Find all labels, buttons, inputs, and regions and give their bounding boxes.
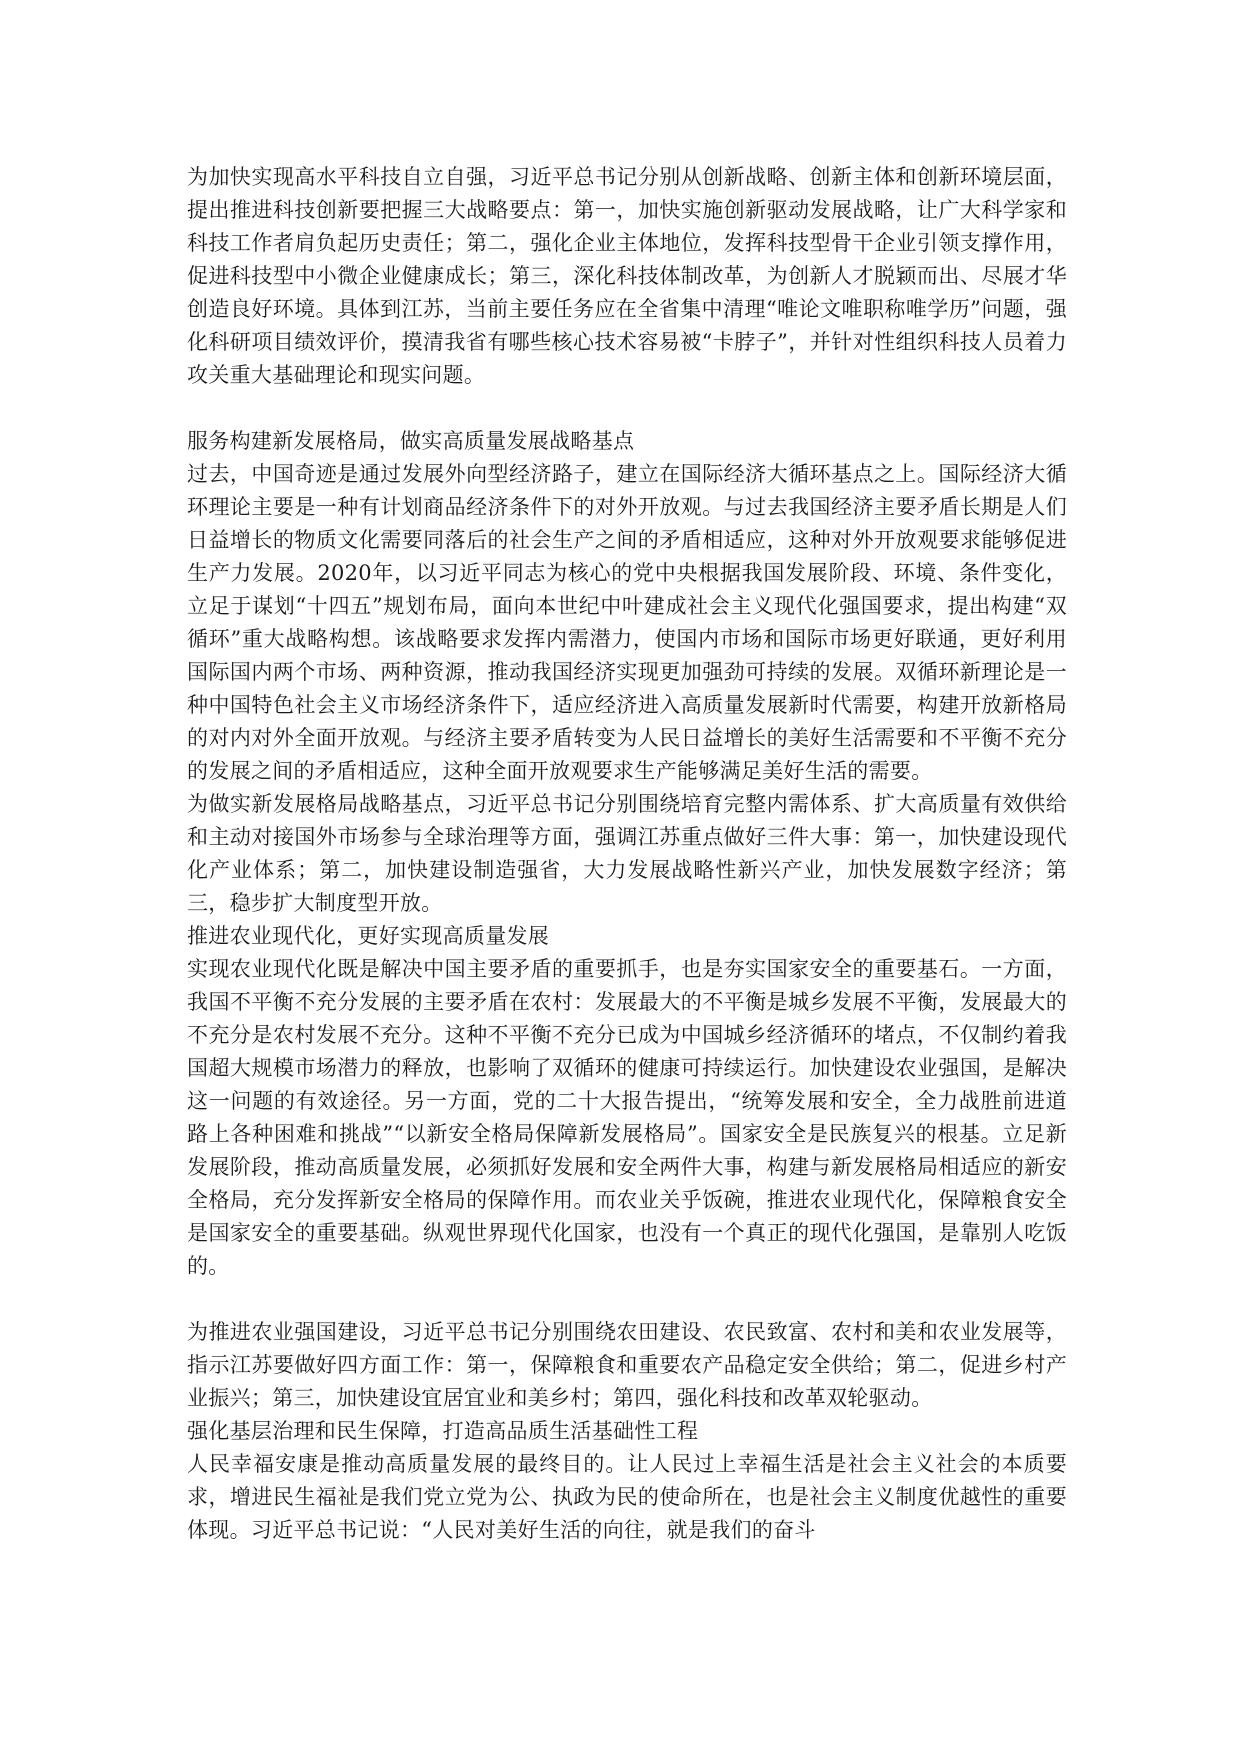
paragraph-agriculture-security: 实现农业现代化既是解决中国主要矛盾的重要抓手，也是夯实国家安全的重要基石。一方面，我国不平衡不充分发展的主要矛盾在农村：发展最大的不平衡是城乡发展不平衡，发展最大的不充分是农村发展不充分。这种不平衡不充分已成为中国城乡经济循环的堵点，不仅制约着我国超大规模市场潜力的释放，也影响了双循环的健康可持续运行。加快建设农业强国，是解决这一问题的有效途径。另一方面，党的二十大报告提出，“统筹发展和安全，全力战胜前进道路上各种困难和挑战”“以新安全格局保障新发展格局”。国家安全是民族复兴的根基。立足新发展阶段，推动高质量发展，必须抓好发展和安全两件大事，构建与新发展格局相适应的新安全格局，充分发挥新安全格局的保障作用。而农业关乎饭碗，推进农业现代化，保障粮食安全是国家安全的重要基础。纵观世界现代化国家，也没有一个真正的现代化强国，是靠别人吃饭的。	[187, 957, 1067, 1278]
section-heading-new-development-pattern: 服务构建新发展格局，做实高质量发展战略基点	[187, 429, 635, 453]
section-heading-agricultural-modernization: 推进农业现代化，更好实现高质量发展	[187, 924, 550, 948]
paragraph-three-major-tasks: 为做实新发展格局战略基点，习近平总书记分别围绕培育完整内需体系、扩大高质量有效供给和主动对接国外市场参与全球治理等方面，强调江苏重点做好三件大事：第一，加快建设现代化产业体系；第二，加快建设制造强省，大力发展战略性新兴产业，加快发展数字经济；第三，稳步扩大制度型开放。	[187, 792, 1067, 915]
paragraph-tech-innovation: 为加快实现高水平科技自立自强，习近平总书记分别从创新战略、创新主体和创新环境层面，提出推进科技创新要把握三大战略要点：第一，加快实施创新驱动发展战略，让广大科学家和科技工作者肩负起历史责任；第二，强化企业主体地位，发挥科技型骨干企业引领支撑作用，促进科技型中小微企业健康成长；第三，深化科技体制改革，为创新人才脱颖而出、尽展才华创造良好环境。具体到江苏，当前主要任务应在全省集中清理“唯论文唯职称唯学历”问题，强化科研项目绩效评价，摸清我省有哪些核心技术容易被“卡脖子”，并针对性组织科技人员着力攻关重大基础理论和现实问题。	[187, 165, 1067, 387]
paragraph-four-agricultural-tasks: 为推进农业强国建设，习近平总书记分别围绕农田建设、农民致富、农村和美和农业发展等，指示江苏要做好四方面工作：第一，保障粮食和重要农产品稳定安全供给；第二，促进乡村产业振兴；第三，加快建设宜居宜业和美乡村；第四，强化科技和改革双轮驱动。	[187, 1320, 1067, 1410]
document-body	[187, 161, 1067, 1547]
paragraph-dual-circulation: 过去，中国奇迹是通过发展外向型经济路子，建立在国际经济大循环基点之上。国际经济大循环理论主要是一种有计划商品经济条件下的对外开放观。与过去我国经济主要矛盾长期是人们日益增长的物质文化需要同落后的社会生产之间的矛盾相适应，这种对外开放观要求能够促进生产力发展。2020年，以习近平同志为核心的党中央根据我国发展阶段、环境、条件变化，立足于谋划“十四五”规划布局，面向本世纪中叶建成社会主义现代化强国要求，提出构建“双循环”重大战略构想。该战略要求发挥内需潜力，使国内市场和国际市场更好联通，更好利用国际国内两个市场、两种资源，推动我国经济实现更加强劲可持续的发展。双循环新理论是一种中国特色社会主义市场经济条件下，适应经济进入高质量发展新时代需要，构建开放新格局的对内对外全面开放观。与经济主要矛盾转变为人民日益增长的美好生活需要和不平衡不充分的发展之间的矛盾相适应，这种全面开放观要求生产能够满足美好生活的需要。	[187, 462, 1067, 783]
paragraph-people-wellbeing: 人民幸福安康是推动高质量发展的最终目的。让人民过上幸福生活是社会主义社会的本质要求，增进民生福祉是我们党立党为公、执政为民的使命所在，也是社会主义制度优越性的重要体现。习近平总书记说：“人民对美好生活的向往，就是我们的奋斗	[187, 1452, 1067, 1542]
section-heading-grassroots-governance: 强化基层治理和民生保障，打造高品质生活基础性工程	[187, 1419, 699, 1443]
